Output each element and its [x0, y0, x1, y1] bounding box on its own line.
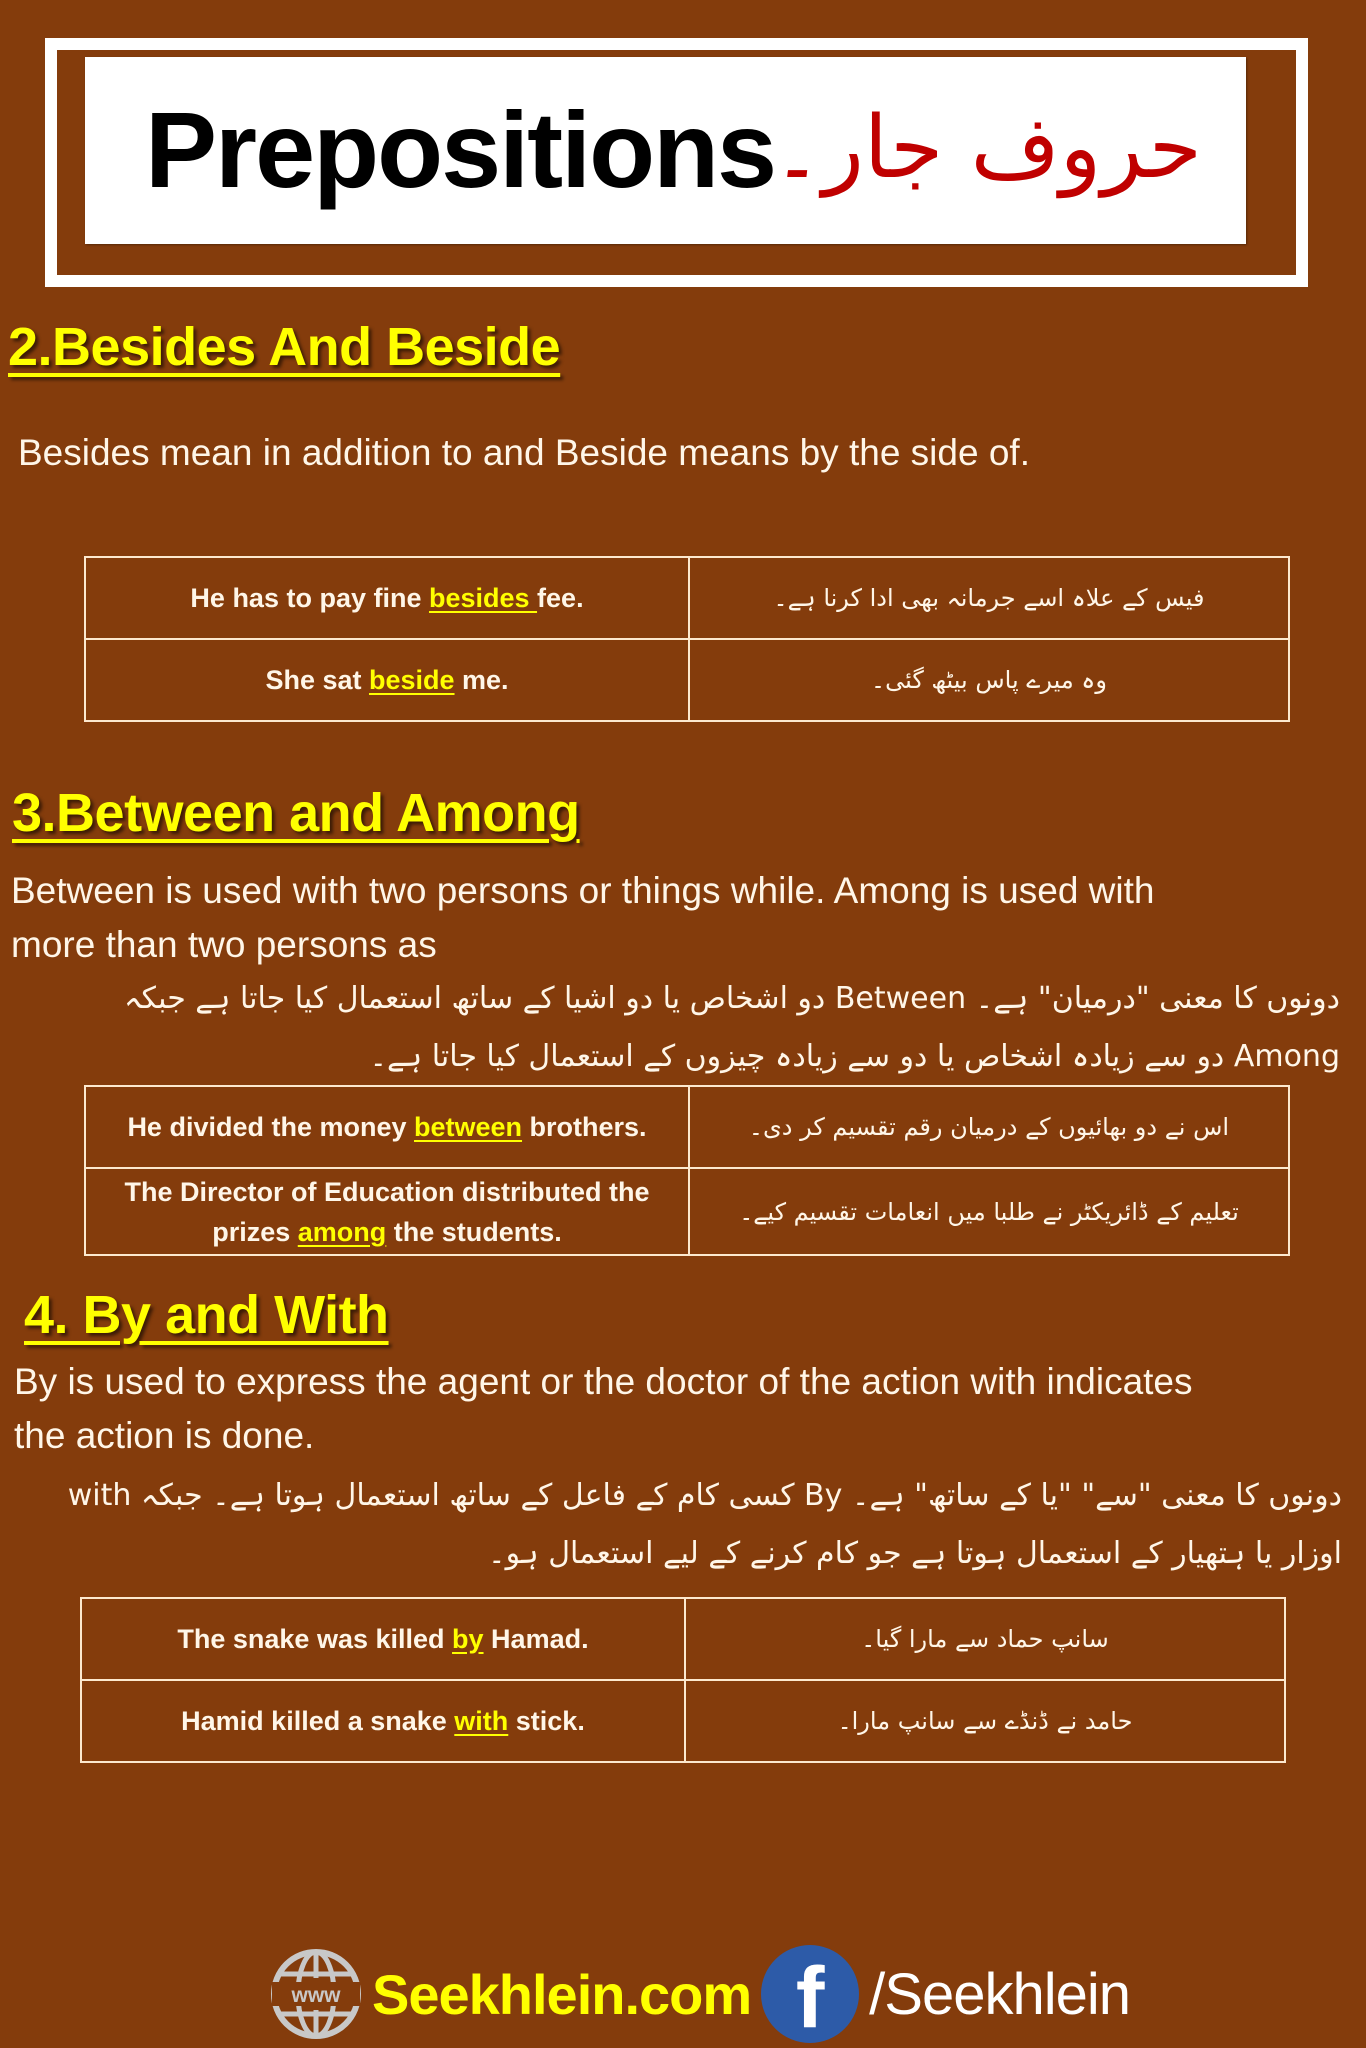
example-english: He has to pay fine besides fee.: [85, 557, 689, 639]
examples-table-besides-beside: [84, 556, 1290, 722]
page-title: Prepositions: [145, 89, 776, 210]
highlighted-preposition: between: [414, 1111, 523, 1142]
examples-table-between-among: [84, 1085, 1290, 1256]
highlighted-preposition: beside: [368, 664, 455, 695]
section-description: Besides mean in addition to and Beside means by the side of.: [18, 432, 1030, 473]
section-description: Between is used with two persons or things while. Among is used with more than two persons as: [11, 870, 1155, 965]
examples-table-by-with: [80, 1597, 1286, 1763]
example-english: She sat beside me.: [85, 639, 689, 721]
table-row: [85, 1086, 1289, 1168]
section-heading-besides-beside: 2.Besides And Beside: [8, 317, 561, 377]
example-english: The Director of Education distributed the prizes among the students.: [85, 1168, 689, 1255]
footer: [270, 1944, 1130, 2044]
example-english: The snake was killed by Hamad.: [81, 1598, 685, 1680]
example-urdu: فیس کے علاہ اسے جرمانہ بھی ادا کرنا ہے۔: [689, 557, 1289, 639]
example-urdu: اس نے دو بھائیوں کے درمیان رقم تقسیم کر دی۔: [689, 1086, 1289, 1168]
globe-www-icon: [270, 1948, 362, 2040]
example-urdu: سانپ حماد سے مارا گیا۔: [685, 1598, 1285, 1680]
page-title-urdu: حروف جار۔: [772, 98, 1202, 198]
section-urdu-note: دونوں کا معنی "درمیان" ہے۔ Between دو اشخاص یا دو اشیا کے ساتھ استعمال کیا جاتا ہے جبکہ Among دو سے زیادہ اشخاص یا دو سے زیادہ چیزوں کے استعمال کیا جاتا ہے۔: [124, 981, 1340, 1074]
section-urdu-note: دونوں کا معنی "سے" "یا کے ساتھ" ہے۔ By کسی کام کے فاعل کے ساتھ استعمال ہوتا ہے۔ جبکہ with اوزار یا ہتھیار کے استعمال ہوتا ہے جو کام کرنے کے لیے استعمال ہو۔: [67, 1478, 1342, 1571]
section-description: By is used to express the agent or the doctor of the action with indicates the action is done.: [14, 1361, 1193, 1456]
highlighted-preposition: among: [297, 1216, 387, 1247]
highlighted-preposition: by: [452, 1623, 484, 1654]
example-urdu: حامد نے ڈنڈے سے سانپ مارا۔: [685, 1680, 1285, 1762]
example-english: Hamid killed a snake with stick.: [81, 1680, 685, 1762]
table-row: [85, 1168, 1289, 1255]
section-heading-between-among: 3.Between and Among: [12, 783, 580, 843]
highlighted-preposition: besides: [428, 582, 538, 613]
example-english: He divided the money between brothers.: [85, 1086, 689, 1168]
table-row: [81, 1680, 1285, 1762]
table-row: [81, 1598, 1285, 1680]
table-row: [85, 557, 1289, 639]
highlighted-preposition: with: [454, 1705, 509, 1736]
svg-text:www: www: [291, 1984, 341, 2007]
facebook-icon[interactable]: f: [761, 1945, 859, 2043]
example-urdu: وہ میرے پاس بیٹھ گئی۔: [689, 639, 1289, 721]
facebook-handle-link[interactable]: /Seekhlein: [869, 1961, 1131, 2027]
example-urdu: تعلیم کے ڈائریکٹر نے طلبا میں انعامات تقسیم کیے۔: [689, 1168, 1289, 1255]
section-heading-by-with: 4. By and With: [24, 1285, 389, 1345]
table-row: [85, 639, 1289, 721]
website-link[interactable]: Seekhlein.com: [372, 1962, 752, 2026]
